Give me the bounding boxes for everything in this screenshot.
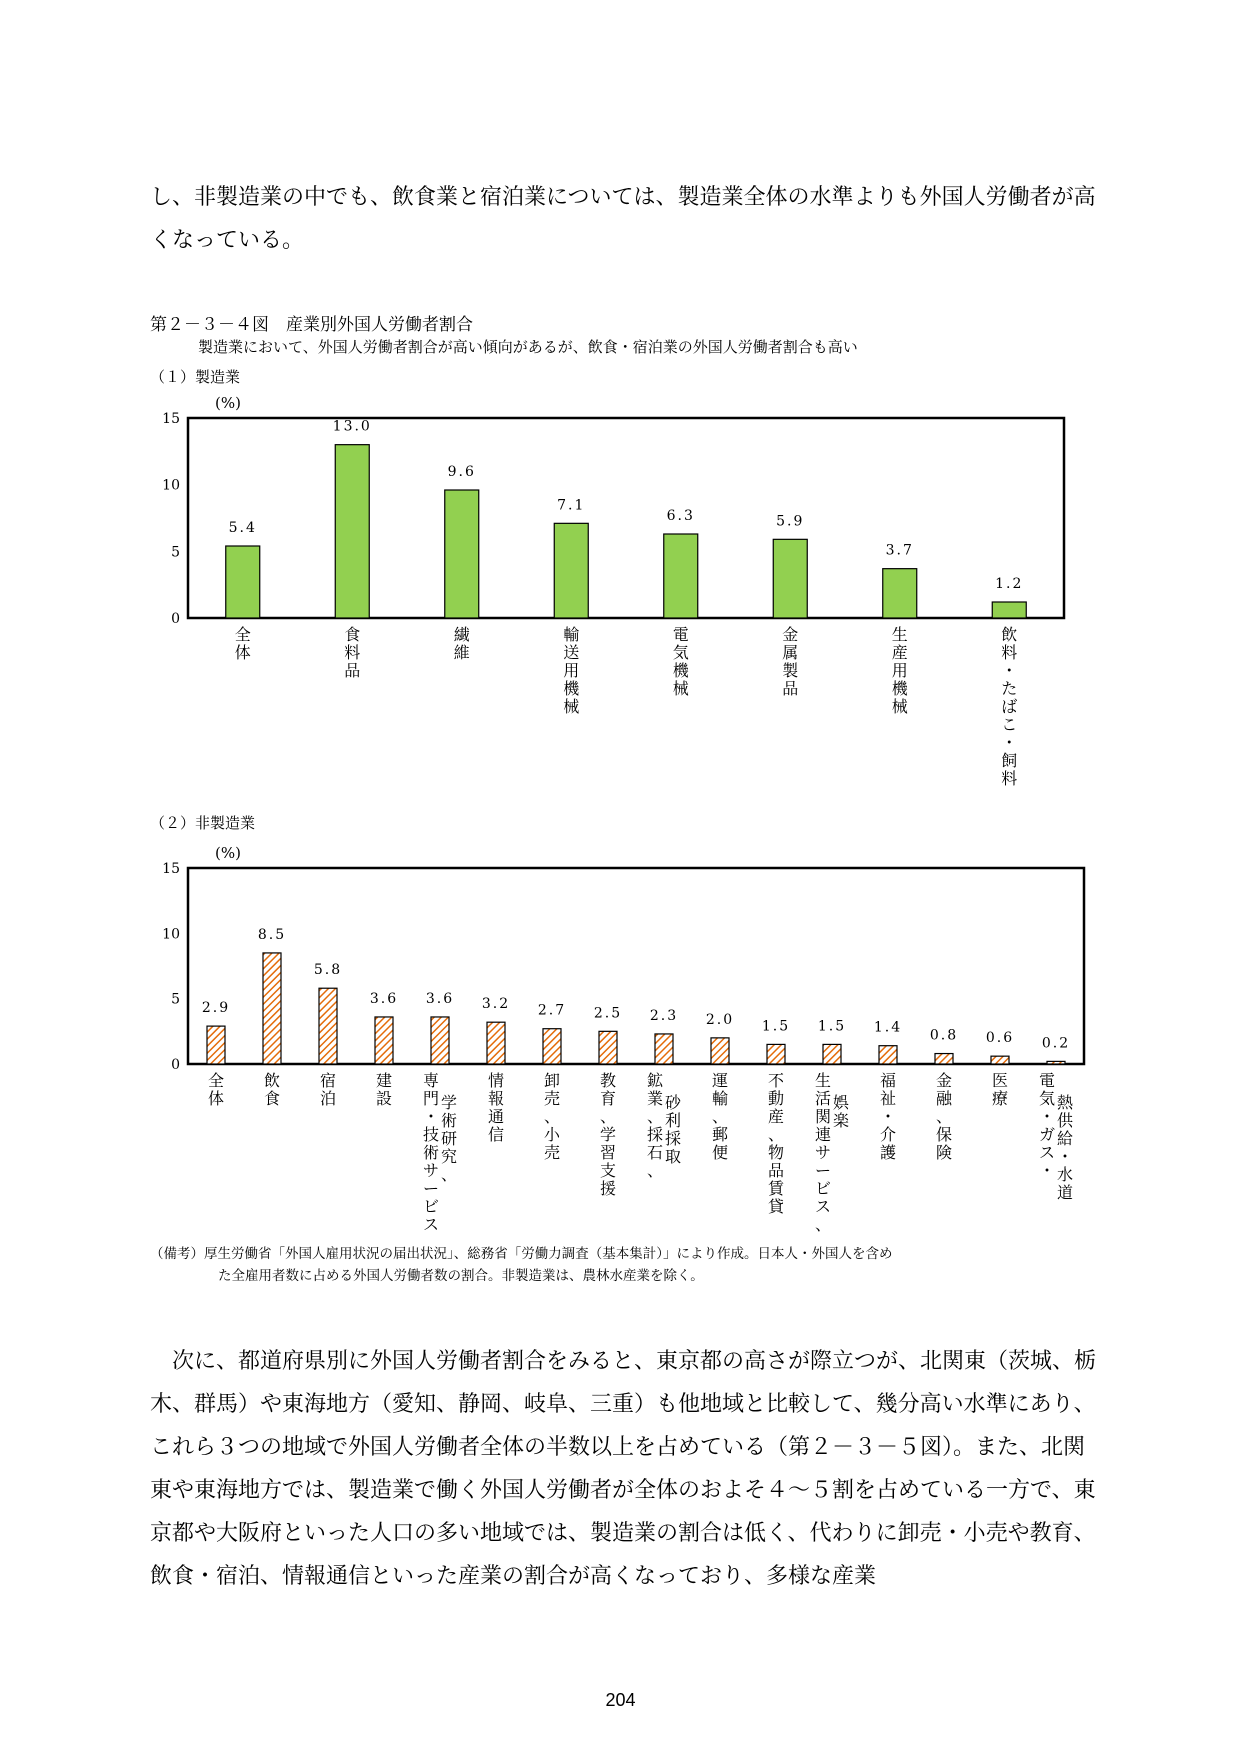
data-label: 0.6	[985, 1030, 1015, 1047]
y-tick-label: 0	[171, 611, 180, 627]
manufacturing-bar-chart	[0, 380, 1241, 810]
data-label: 2.5	[593, 1005, 623, 1022]
data-label: 3.7	[885, 542, 914, 559]
x-tick-label: 建設	[375, 1071, 393, 1108]
x-tick-label: 輸送用機械	[563, 625, 580, 716]
x-tick-label: 生活関連サービス、	[814, 1071, 832, 1234]
y-tick-label: 15	[162, 861, 180, 877]
bar	[445, 490, 479, 618]
bar	[263, 953, 281, 1064]
x-tick-label: 福祉・介護	[879, 1071, 897, 1162]
data-label: 1.5	[817, 1018, 847, 1035]
data-label: 0.2	[1041, 1035, 1071, 1052]
x-tick-label: 全体	[207, 1071, 225, 1108]
data-label: 1.4	[873, 1019, 903, 1036]
bar	[879, 1046, 897, 1064]
bar	[599, 1031, 617, 1064]
y-tick-label: 5	[171, 991, 180, 1008]
data-label: 3.6	[369, 990, 399, 1007]
data-label: 2.9	[201, 1000, 231, 1017]
x-tick-label: 食料品	[344, 625, 361, 680]
bar	[773, 539, 807, 618]
data-label: 13.0	[332, 418, 372, 435]
bar	[543, 1029, 561, 1064]
bar	[935, 1054, 953, 1064]
x-tick-label: 卸売、小売	[543, 1071, 561, 1162]
data-label: 5.4	[228, 520, 257, 536]
x-tick-label: 全体	[234, 625, 251, 662]
y-tick-label: 10	[162, 926, 180, 943]
x-tick-label: 専門・技術サービス	[422, 1071, 440, 1234]
note-line-2: た全雇用者数に占める外国人労働者数の割合。非製造業は、農林水産業を除く。	[218, 1268, 704, 1284]
x-tick-label: 宿泊	[319, 1071, 337, 1108]
x-tick-label: 砂利採取	[664, 1093, 682, 1166]
body-text-bottom: 次に、都道府県別に外国人労働者割合をみると、東京都の高さが際立つが、北関東（茨城、栃木、群馬）や東海地方（愛知、静岡、岐阜、三重）も他地域と比較して、幾分高い水準にあり、これら３つの地域で外国人労働者全体の半数以上を占めている（第２－３－５図）。また、北関東や東海地方では、製造業で働く外国人労働者が全体のおよそ４～５割を占めている一方で、東京都や大阪府といった人口の多い地域では、製造業の割合は低く、代わりに卸売・小売や教育、飲食・宿泊、情報通信といった産業の割合が高くなっており、多様な産業	[150, 1349, 1097, 1589]
bar	[992, 602, 1026, 618]
data-label: 9.6	[447, 464, 476, 480]
x-tick-label: 電気機械	[672, 625, 689, 698]
page-number: 204	[605, 1690, 636, 1710]
bar	[655, 1034, 673, 1064]
data-label: 2.7	[537, 1002, 567, 1019]
data-label: 5.8	[313, 962, 343, 979]
x-tick-label: 生産用機械	[891, 625, 908, 716]
x-tick-label: 飲食	[263, 1071, 281, 1108]
x-tick-label: 金属製品	[782, 625, 799, 698]
data-label: 3.2	[481, 996, 511, 1013]
bar	[664, 534, 698, 618]
data-label: 8.5	[257, 926, 287, 943]
data-label: 7.1	[557, 497, 586, 514]
x-tick-label: 教育、学習支援	[599, 1071, 617, 1198]
bar	[823, 1044, 841, 1064]
panel-label-non-manufacturing: （２）非製造業	[150, 814, 256, 832]
y-tick-label: 5	[171, 544, 180, 561]
data-label: 6.3	[666, 508, 695, 524]
bar	[207, 1026, 225, 1064]
data-label: 3.6	[425, 990, 455, 1007]
bar	[487, 1022, 505, 1064]
x-tick-label: 学術研究、	[440, 1093, 458, 1184]
data-label: 5.9	[776, 513, 805, 530]
x-tick-label: 娯楽	[832, 1093, 850, 1130]
x-tick-label: 情報通信	[487, 1071, 505, 1144]
bar	[767, 1044, 785, 1064]
x-tick-label: 電気・ガス・	[1038, 1071, 1056, 1180]
x-tick-label: 鉱業、採石、	[646, 1071, 664, 1180]
x-tick-label: 医療	[991, 1071, 1009, 1108]
bar	[375, 1017, 393, 1064]
y-tick-label: 10	[162, 477, 180, 494]
figure-note	[150, 1243, 1100, 1287]
bar	[431, 1017, 449, 1064]
data-label: 1.2	[995, 576, 1024, 592]
x-tick-label: 飲料・たばこ・飼料	[1001, 625, 1018, 788]
data-label: 0.8	[929, 1027, 959, 1044]
bar	[1047, 1061, 1065, 1064]
y-tick-label: 15	[162, 411, 180, 427]
body-text-top: し、非製造業の中でも、飲食業と宿泊業については、製造業全体の水準よりも外国人労働者が高くなっている。	[150, 185, 1096, 253]
y-axis-unit: (%)	[215, 844, 241, 862]
data-label: 2.3	[649, 1007, 679, 1024]
x-tick-label: 不動産、物品賃貸	[767, 1071, 785, 1216]
figure-title: 第２－３－４図 産業別外国人労働者割合	[150, 315, 473, 335]
bar	[711, 1038, 729, 1064]
y-tick-label: 0	[171, 1057, 180, 1073]
x-tick-label: 金融、保険	[935, 1071, 953, 1162]
plot-frame	[188, 418, 1064, 618]
bar	[991, 1056, 1009, 1064]
non-manufacturing-bar-chart	[0, 828, 1241, 1238]
x-tick-label: 熱供給・水道	[1056, 1093, 1074, 1202]
y-axis-unit: (%)	[215, 394, 241, 412]
bar	[319, 988, 337, 1064]
note-line-1: （備考）厚生労働省「外国人雇用状況の届出状況」、総務省「労働力調査（基本集計）」により作成。日本人・外国人を含め	[150, 1246, 893, 1262]
bar	[226, 546, 260, 618]
data-label: 2.0	[705, 1011, 735, 1028]
panel-label-manufacturing: （１）製造業	[150, 368, 241, 386]
figure-subtitle: 製造業において、外国人労働者割合が高い傾向があるが、飲食・宿泊業の外国人労働者割合も高い	[198, 338, 858, 356]
data-label: 1.5	[761, 1018, 791, 1035]
bar	[883, 569, 917, 618]
x-tick-label: 繊維	[453, 625, 470, 662]
bar	[335, 445, 369, 618]
bar	[554, 523, 588, 618]
x-tick-label: 運輸、郵便	[711, 1071, 729, 1162]
